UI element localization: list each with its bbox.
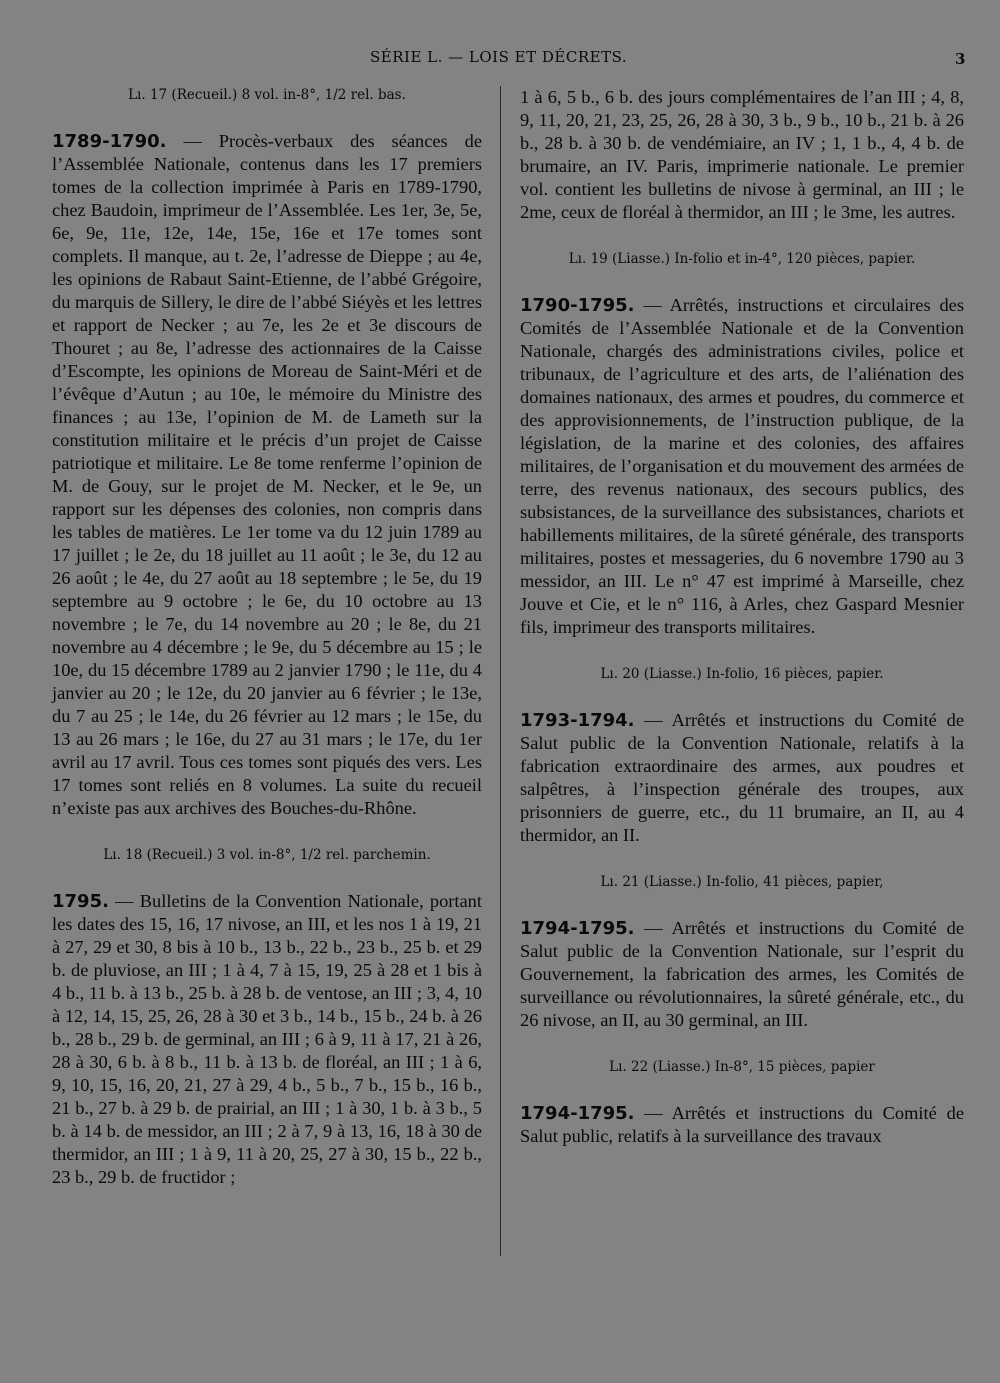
archive-reference-l22: Lı. 22 (Liasse.) In-8°, 15 pièces, papier (609, 1059, 875, 1075)
entry-text: — Arrêtés et instructions du Comité de Salut public, relatifs à la surveillance des travaux (520, 1103, 964, 1146)
column-divider (500, 86, 501, 1256)
left-column (52, 86, 482, 1189)
entry-l17 (52, 130, 482, 820)
page-header (0, 48, 1000, 72)
entry-l22 (520, 1102, 964, 1148)
page-number: 3 (955, 50, 966, 68)
entry-text: — Bulletins de la Convention Nationale, portant les dates des 15, 16, 17 nivose, an III, et les nos 1 à 19, 21 à 27, 29 et 30, 8 bis à 10 b., 13 b., 22 b., 23 b., 25 b. et 29 b. de pluviose, an III ; 1 à 4, 7 à 15, 19, 25 à 28 et 1 bis à 4 b., 11 b. à 13 b., 25 b. à 28 b. de ventose, an III ; 3, 4, 10 à 12, 14, 15, 25, 26, 28 à 30 et 3 b., 14 b., 15 b., 24 b. à 26 b., 28 b., 29 b. de germinal, an III ; 6 à 9, 11 à 17, 21 à 26, 28 à 30, 6 b. à 8 b., 11 b. à 13 b. de floréal, an III ; 1 à 6, 9, 10, 15, 16, 20, 21, 27 à 29, 4 b., 5 b., 7 b., 15 b., 16 b., 21 b., 27 b. à 29 b. de prairial, an III ; 1 à 30, 1 b. à 3 b., 5 b. à 14 b. de messidor, an III ; 2 à 7, 9 à 13, 16, 18 à 30 de thermidor, an III ; 1 à 9, 11 à 20, 25, 27 à 30, 15 b., 22 b., 23 b., 29 b. de fructidor ; (52, 891, 482, 1187)
entry-l21 (520, 917, 964, 1032)
entry-l19 (520, 294, 964, 639)
entry-text: — Procès-verbaux des séances de l’Assemblée Nationale, contenus dans les 17 premiers tomes de la collection imprimée à Paris en 1789-1790, chez Baudoin, imprimeur de l’Assemblée. Les 1er, 3e, 5e, 6e, 9e, 11e, 12e, 14e, 15e, 16e et 17e tomes sont complets. Il manque, au t. 2e, l’adresse de Dieppe ; au 4e, les opinions de Rabaut Saint-Etienne, de l’abbé Grégoire, du marquis de Sillery, le dire de l’abbé Siéyès et les lettres et rapport de Necker ; au 7e, les 2e et 3e discours de Thouret ; au 8e, l’adresse des actionnaires de la Caisse d’Escompte, les opinions de Moreau de Saint-Méri et de l’évêque d’Autun ; au 10e, le mémoire du Ministre des finances ; au 13e, l’opinion de M. de Lameth sur la constitution militaire et le précis d’un projet de Caisse patriotique et militaire. Le 8e tome renferme l’opinion de M. de Gouy, sur le projet de M. Necker, et le 9e, un rapport sur les dépenses des colonies, non compris dans les tables de matières. Le 1er tome va du 12 juin 1789 au 17 juillet ; le 2e, du 18 juillet au 11 août ; le 3e, du 12 au 26 août ; le 4e, du 27 août au 18 septembre ; le 5e, du 19 septembre au 9 octobre ; le 6e, du 10 octobre au 13 novembre ; le 7e, du 14 novembre au 20 ; le 8e, du 21 novembre au 4 décembre ; le 9e, du 5 décembre au 15 ; le 10e, du 15 décembre 1789 au 2 janvier 1790 ; le 11e, du 4 janvier au 20 ; le 12e, du 20 janvier au 6 février ; le 13e, du 7 au 25 ; le 14e, du 26 février au 12 mars ; le 15e, du 13 au 26 mars ; le 16e, du 27 au 31 mars ; le 17e, du 1er avril au 17 avril. Tous ces tomes sont piqués des vers. Les 17 tomes sont reliés en 8 volumes. La suite du recueil n’existe pas aux archives des Bouches-du-Rhône. (52, 131, 482, 818)
entry-date: 1795. (52, 891, 109, 912)
entry-date: 1794-1795. (520, 918, 635, 939)
entry-l18-continuation (520, 86, 964, 224)
entry-l18 (52, 890, 482, 1189)
entry-date: 1794-1795. (520, 1103, 635, 1124)
archive-reference-l20: Lı. 20 (Liasse.) In-folio, 16 pièces, papier. (600, 666, 884, 682)
archive-reference-l17: Lı. 17 (Recueil.) 8 vol. in-8°, 1/2 rel. bas. (128, 87, 406, 103)
entry-l20 (520, 709, 964, 847)
archive-reference-l21: Lı. 21 (Liasse.) In-folio, 41 pièces, papier, (600, 874, 884, 890)
entry-date: 1789-1790. (52, 131, 167, 152)
entry-text: 1 à 6, 5 b., 6 b. des jours complémentaires de l’an III ; 4, 8, 9, 11, 20, 21, 23, 25, 26, 28 à 30, 3 b., 9 b., 10 b., 21 b. à 26 b., 28 b. à 30 b. de vendémiaire, an IV ; 1, 1 b., 4, 4 b. de brumaire, an IV. Paris, imprimerie nationale. Le premier vol. contient les bulletins de nivose à germinal, an III ; le 2me, ceux de floréal à thermidor, an III ; le 3me, les autres. (520, 87, 964, 222)
archive-reference-l19: Lı. 19 (Liasse.) In-folio et in-4°, 120 pièces, papier. (568, 251, 916, 267)
entry-date: 1793-1794. (520, 710, 635, 731)
right-column (520, 86, 964, 1148)
entry-text: — Arrêtés et instructions du Comité de Salut public de la Convention Nationale, relatifs à la fabrication extraordinaire des armes, aux poudres et salpêtres, à l’inspection générale des troupes, aux prisonniers de guerre, etc., du 11 brumaire, an II, au 4 thermidor, an II. (520, 710, 964, 845)
running-title: SÉRIE L. — LOIS ET DÉCRETS. (370, 48, 628, 66)
archive-reference-l18: Lı. 18 (Recueil.) 3 vol. in-8°, 1/2 rel. parchemin. (103, 847, 431, 863)
entry-text: — Arrêtés, instructions et circulaires des Comités de l’Assemblée Nationale et de la Convention Nationale, chargés des administrations civiles, police et tribunaux, de l’agriculture et des arts, de l’aliénation des domaines nationaux, des armes et poudres, du commerce et des approvisionnements, de l’instruction publique, de la législation, de la marine et des colonies, des affaires militaires, de l’organisation et du mouvement des armées de terre, des revenus nationaux, des secours publics, des subsistances, de la surveillance des subsistances, chariots et habillements militaires, de la sûreté générale, des transports militaires, postes et messageries, du 6 novembre 1790 au 3 messidor, an III. Le n° 47 est imprimé à Marseille, chez Jouve et Cie, et le n° 116, à Arles, chez Gaspard Mesnier fils, imprimeur des transports militaires. (520, 295, 964, 637)
entry-date: 1790-1795. (520, 295, 635, 316)
entry-text: — Arrêtés et instructions du Comité de Salut public de la Convention Nationale, sur l’esprit du Gouvernement, la fabrication des armes, les Comités de surveillance ou révolutionnaires, la sûreté générale, etc., du 26 nivose, an II, au 30 germinal, an III. (520, 918, 964, 1030)
